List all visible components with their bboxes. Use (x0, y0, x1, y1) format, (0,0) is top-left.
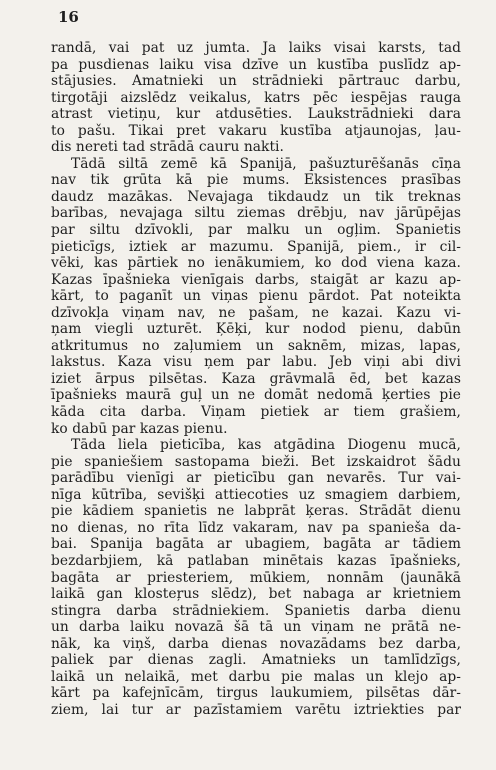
text-line: īpašnieks maurā guļ un ne domāt nedomā ķerties pie (51, 387, 461, 404)
text-line: tirgotāji aizslēdz veikalus, katrs pēc iespējas rauga (51, 89, 461, 106)
text-line: pieticīgs, iztiek ar mazumu. Spanijā, piem., ir cil- (51, 238, 461, 255)
text-line: nāk, ka viņš, darba dienas novazādams bez darba, (51, 635, 461, 652)
text-line: laikā un nelaikā, met darbu pie malas un klejo ap- (51, 668, 461, 685)
text-line: no dienas, no rīta līdz vakaram, nav pa spanieša da- (51, 519, 461, 536)
text-line: ko dabū par kazas pienu. (51, 420, 228, 437)
text-line: nav tik grūta kā pie mums. Eksistences prasības (51, 172, 461, 189)
text-line: randā, vai pat uz jumta. Ja laiks visai karsts, tad (51, 40, 461, 56)
text-line: lakstus. Kaza visu ņem par labu. Jeb viņi abi divi (51, 354, 461, 371)
text-line: bezdarbjiem, kā patlaban minētais kazas īpašnieks, (51, 552, 461, 569)
text-line: laikā gan klosteŗus slēdz), bet nabaga ar krietniem (51, 586, 461, 603)
text-line: parādību vienīgi ar pieticību gan nevarēs. Tur vai- (51, 470, 461, 487)
text-line: vēki, kas pārtiek no ienākumiem, ko dod viena kaza. (51, 255, 461, 272)
text-line: Tādā siltā zemē kā Spanijā, pašuzturēšanās cīņa (71, 155, 461, 172)
text-line: ņam viegli uzturēt. Ķēķi, kur nodod pienu, dabūn (51, 321, 461, 338)
text-line: daudz mazākas. Nevajaga tikdaudz un tik treknas (51, 188, 461, 205)
text-line: dzīvokļa viņam nav, ne pašam, ne kazai. Kazu vi- (51, 304, 461, 321)
text-line: nīga kūtrība, sevišķi attiecoties uz smagiem darbiem, (51, 486, 461, 503)
text-line: stājusies. Amatnieki un strādnieki pārtrauc darbu, (51, 73, 461, 90)
text-line: par siltu dzīvokli, par malku un ogļim. Spanietis (51, 222, 461, 239)
text-line: barības, nevajaga siltu ziemas drēbju, nav jārūpējas (51, 205, 461, 222)
text-line: bagāta ar priesteriem, mūkiem, nonnām (jaunākā (51, 569, 461, 586)
text-line: dis nereti tad strādā cauru nakti. (51, 139, 284, 156)
paragraph (51, 437, 461, 718)
paragraph (51, 156, 461, 437)
text-line: un darba laiku novazā šā tā un viņam ne prātā ne- (51, 619, 461, 636)
text-line: atrast vietiņu, kur atdusēties. Laukstrādnieki dara (51, 106, 461, 123)
page-number: 16 (58, 8, 79, 26)
text-line: Kazas īpašnieka vienīgais darbs, staigāt ar kazu ap- (51, 271, 461, 288)
text-line: ziem, lai tur ar pazīstamiem varētu iztriekties par (51, 701, 461, 718)
text-line: paliek par dienas zagli. Amatnieks un tamlīdzīgs, (51, 652, 461, 669)
body-text (51, 40, 461, 718)
text-line: pie spaniešiem sastopama bieži. Bet izskaidrot šādu (51, 453, 461, 470)
text-line: Tāda liela pieticība, kas atgādina Diogenu mucā, (71, 437, 461, 454)
text-line: kārt, to paganīt un viņas pienu pārdot. Pat noteikta (51, 288, 461, 305)
paragraph (51, 40, 461, 156)
text-line: pa pusdienas laiku visa dzīve un kustība puslīdz ap- (51, 56, 461, 73)
text-line: to pašu. Tikai pret vakaru kustība atjaunojas, ļau- (51, 122, 461, 139)
text-line: atkritumus no zaļumiem un saknēm, mizas, lapas, (51, 337, 461, 354)
text-line: kārt pa kafejnīcām, tirgus laukumiem, pilsētas dār- (51, 685, 461, 702)
text-line: bai. Spanija bagāta ar ubagiem, bagāta ar tādiem (51, 536, 461, 553)
text-line: pie kādiem spanietis ne labprāt ķeras. Strādāt dienu (51, 503, 461, 520)
text-line: kāda cita darba. Viņam pietiek ar tiem grašiem, (51, 404, 461, 421)
text-line: iziet ārpus pilsētas. Kaza grāvmalā ēd, bet kazas (51, 370, 461, 387)
text-line: stingra darba strādniekiem. Spanietis darba dienu (51, 602, 461, 619)
